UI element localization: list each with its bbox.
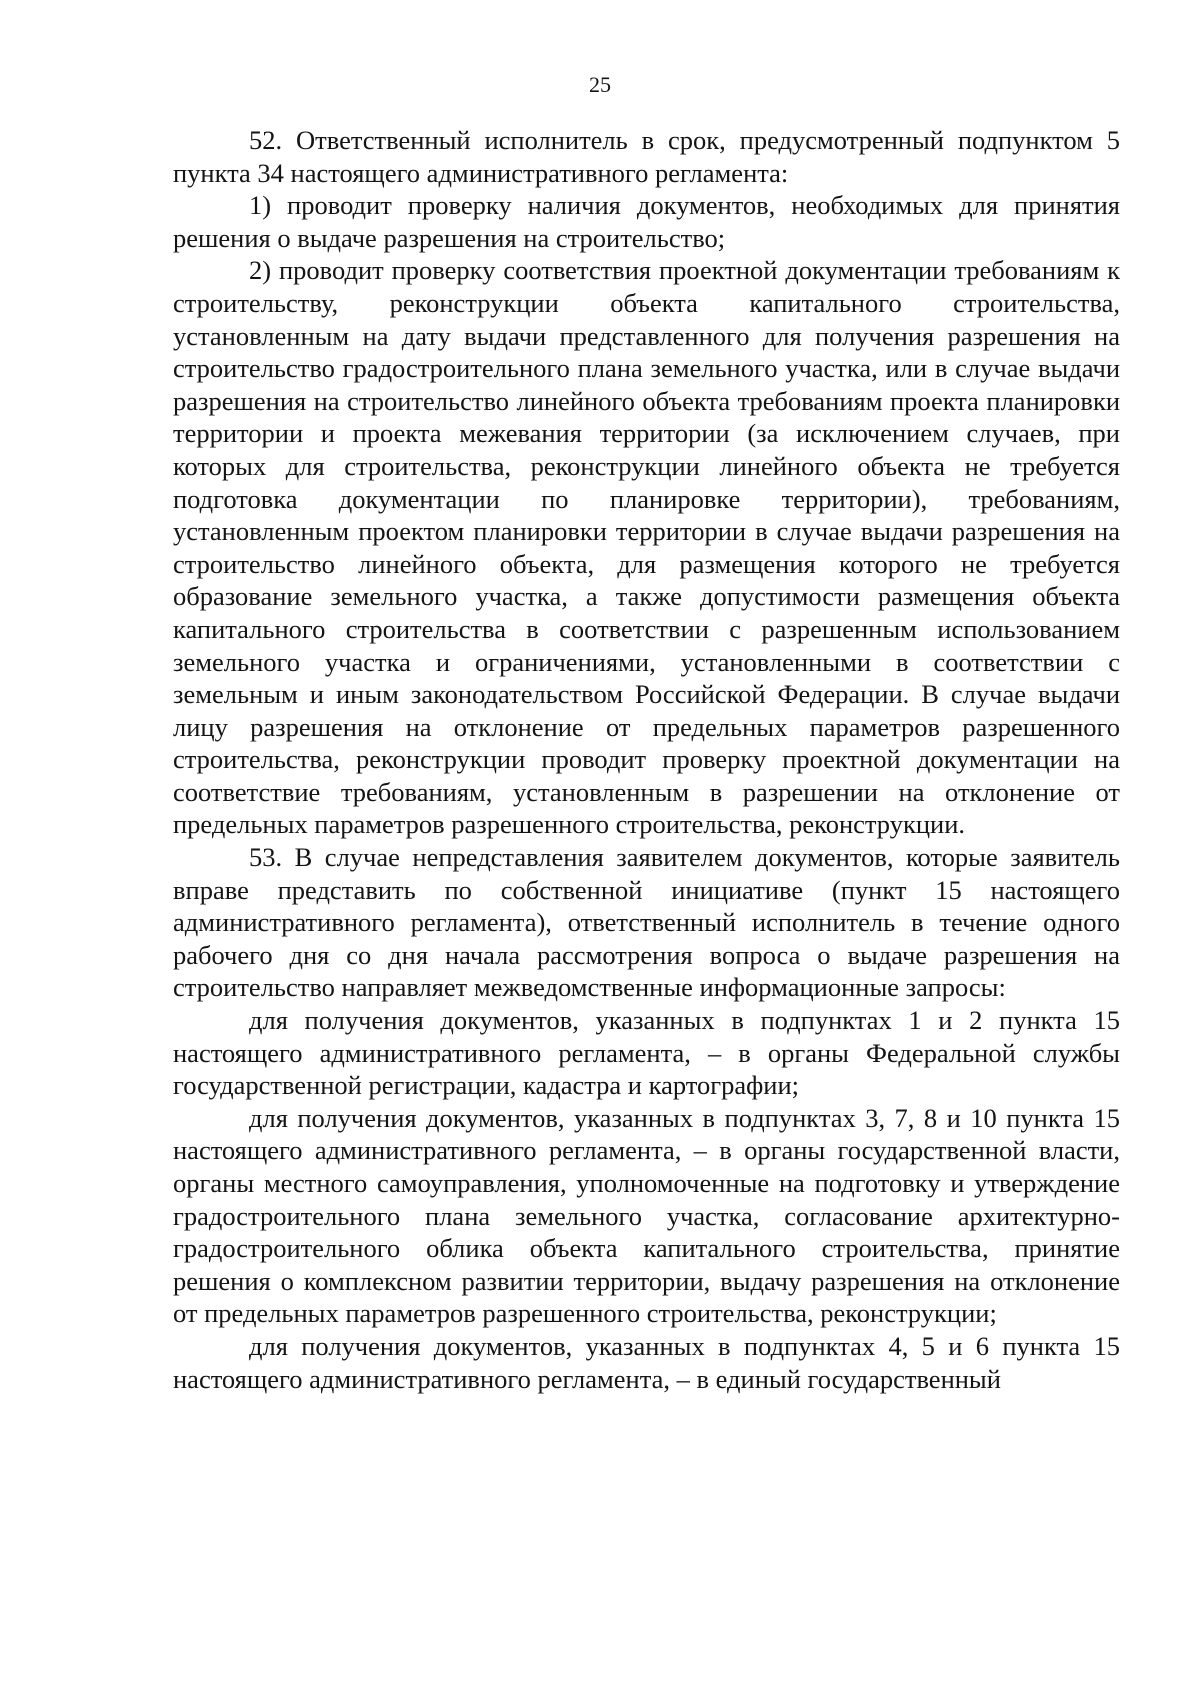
paragraph-52: 52. Ответственный исполнитель в срок, предусмотренный подпунктом 5 пункта 34 настоящего административного регламента: [173, 125, 1120, 188]
paragraph-53: 53. В случае непредставления заявителем документов, которые заявитель вправе представить по собственной инициативе (пункт 15 настоящего административного регламента), ответственный исполнитель в течение одного рабочего дня со дня начала рассмотрения вопроса о выдаче разрешения на строительство направляет межведомственные информационные запросы: [173, 842, 1120, 1003]
paragraph-53-request-2: для получения документов, указанных в подпунктах 3, 7, 8 и 10 пункта 15 настоящего административного регламента, – в органы государственной власти, органы местного самоуправления, уполномоченные на подготовку и утверждение градостроительного плана земельного участка, согласование архитектурно-градостроительного облика объекта капитального строительства, принятие решения о комплексном развитии территории, выдачу разрешения на отклонение от предельных параметров разрешенного строительства, реконструкции; [173, 1102, 1120, 1329]
paragraph-53-request-1: для получения документов, указанных в подпунктах 1 и 2 пункта 15 настоящего административного регламента, – в органы Федеральной службы государственной регистрации, кадастра и картографии; [173, 1005, 1120, 1101]
document-body [173, 124, 1120, 1395]
paragraph-53-request-3: для получения документов, указанных в подпунктах 4, 5 и 6 пункта 15 настоящего административного регламента, – в единый государственный [173, 1330, 1120, 1394]
page-number: 25 [589, 72, 611, 97]
paragraph-52-item-2: 2) проводит проверку соответствия проектной документации требованиям к строительству, реконструкции объекта капитального строительства, установленным на дату выдачи представленного для получения разрешения на строительство градостроительного плана земельного участка, или в случае выдачи разрешения на строительство линейного объекта требованиям проекта планировки территории и проекта межевания территории (за исключением случаев, при которых для строительства, реконструкции линейного объекта не требуется подготовка документации по планировке территории), требованиям, установленным проектом планировки территории в случае выдачи разрешения на строительство линейного объекта, для размещения которого не требуется образование земельного участка, а также допустимости размещения объекта капитального строительства в соответствии с разрешенным использованием земельного участка и ограничениями, установленными в соответствии с земельным и иным законодательством Российской Федерации. В случае выдачи лицу разрешения на отклонение от предельных параметров разрешенного строительства, реконструкции проводит проверку проектной документации на соответствие требованиям, установленным в разрешении на отклонение от предельных параметров разрешенного строительства, реконструкции. [173, 255, 1120, 840]
paragraph-52-item-1: 1) проводит проверку наличия документов, необходимых для принятия решения о выдаче разрешения на строительство; [173, 190, 1120, 253]
